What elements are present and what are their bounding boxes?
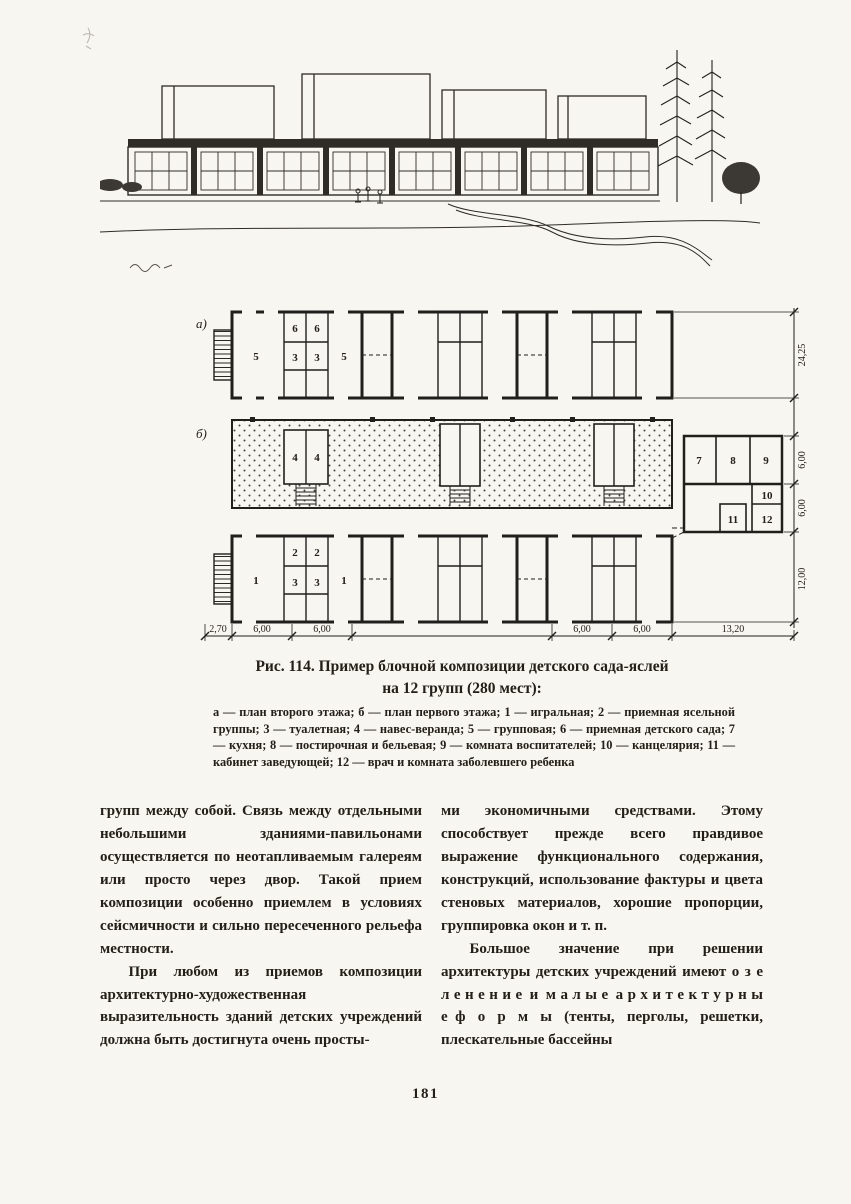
dim-label: 6,00 xyxy=(573,624,591,635)
figure-caption-line2: на 12 групп (280 мест): xyxy=(382,679,542,697)
text-column-left xyxy=(100,800,422,1052)
figure-caption-line1: Рис. 114. Пример блочной композиции детского сада-яслей xyxy=(255,658,669,675)
room-label: 2 xyxy=(292,547,298,559)
floor-plans-svg xyxy=(192,298,807,646)
room-label: 10 xyxy=(761,490,773,502)
dim-label: 12,00 xyxy=(797,567,807,591)
stair-block xyxy=(214,554,232,604)
room-label: 11 xyxy=(727,514,739,526)
room-label: 3 xyxy=(292,352,298,364)
window-openings xyxy=(242,312,656,398)
room-label: 3 xyxy=(314,352,320,364)
room-label: 9 xyxy=(763,455,769,467)
body-text xyxy=(100,800,763,1052)
figure-legend: а — план второго этажа; б — план первого этажа; 1 — игральная; 2 — приемная ясельной группы; 3 — туалетная; 4 — навес-веранда; 5 — групповая; 6 — приемная детского сада; 7 — кухня; 8 — постирочная и бельевая; 9 — комната воспитателей; 10 — канцелярия; 11 — кабинет заведующей; 12 — врач и комната заболевшего ребенка xyxy=(213,705,735,769)
room-label: 2 xyxy=(314,547,320,559)
paragraph: Большое значение при решении архитектуры детских учреждений имеют о з е л е н е н и е и м а л ы е а р х и т е к т у р н ы е ф о р м ы (тенты, перголы, решетки, плескательные бассейны xyxy=(441,940,763,1049)
room-label: 1 xyxy=(253,575,259,587)
dim-label: 6,00 xyxy=(313,624,331,635)
dimension-bottom xyxy=(201,624,798,641)
room-label: 6 xyxy=(314,323,320,335)
plan-b xyxy=(196,417,782,622)
plan-b-letter: б) xyxy=(196,426,207,441)
plan-a xyxy=(196,312,672,398)
room-label: 3 xyxy=(292,577,298,589)
room-label: 5 xyxy=(253,351,259,363)
dim-label: 6,00 xyxy=(797,499,807,517)
dim-label: 6,00 xyxy=(253,624,271,635)
dim-label: 2,70 xyxy=(209,624,227,635)
window-openings xyxy=(242,536,656,622)
dim-label: 6,00 xyxy=(633,624,651,635)
building-elevation-sketch xyxy=(100,44,760,289)
deciduous-tree xyxy=(722,162,760,204)
dimension-right xyxy=(674,308,807,628)
paragraph: ми экономичными средствами. Этому способствует прежде всего правдивое выражение функционального содержания, конструкций, использование фактуры и цвета стеновых материалов, хорошие пропорции, группировка окон и т. п. xyxy=(441,803,763,934)
room-label: 12 xyxy=(761,514,773,526)
room-label: 4 xyxy=(314,452,320,464)
roof-fascia xyxy=(128,139,658,147)
room-label: 5 xyxy=(341,351,347,363)
room-label: 6 xyxy=(292,323,298,335)
ground-lines xyxy=(100,201,760,266)
elevation-sketch-svg xyxy=(100,44,760,284)
artist-signature xyxy=(130,265,172,272)
figure-caption xyxy=(172,656,752,699)
room-label: 1 xyxy=(341,575,347,587)
dim-label: 6,00 xyxy=(797,451,807,469)
bushes xyxy=(100,179,142,192)
paragraph: При любом из приемов композиции архитектурно-художественная выразительность зданий детских учреждений должна быть достигнута очень просты- xyxy=(100,963,422,1049)
floor-plans-drawing xyxy=(192,298,807,651)
stair-block xyxy=(214,330,232,380)
pencil-mark xyxy=(80,26,100,52)
page-number: 181 xyxy=(412,1086,439,1102)
room-label: 4 xyxy=(292,452,298,464)
roof-monitors xyxy=(162,74,646,139)
text-column-right xyxy=(441,800,763,1052)
room-label: 3 xyxy=(314,577,320,589)
paragraph: групп между собой. Связь между отдельными небольшими зданиями-павильонами осуществляется по неотапливаемым галереям или просто через двор. Такой прием композиции особенно приемлем в условиях сейсмичности и сильно пересеченного рельефа местности. xyxy=(100,803,422,957)
plan-a-letter: а) xyxy=(196,316,207,331)
dim-label: 13,20 xyxy=(721,624,745,635)
room-label: 8 xyxy=(730,455,736,467)
room-label: 7 xyxy=(696,455,702,467)
dim-label: 24,25 xyxy=(797,343,807,367)
pine-trees xyxy=(658,50,726,202)
